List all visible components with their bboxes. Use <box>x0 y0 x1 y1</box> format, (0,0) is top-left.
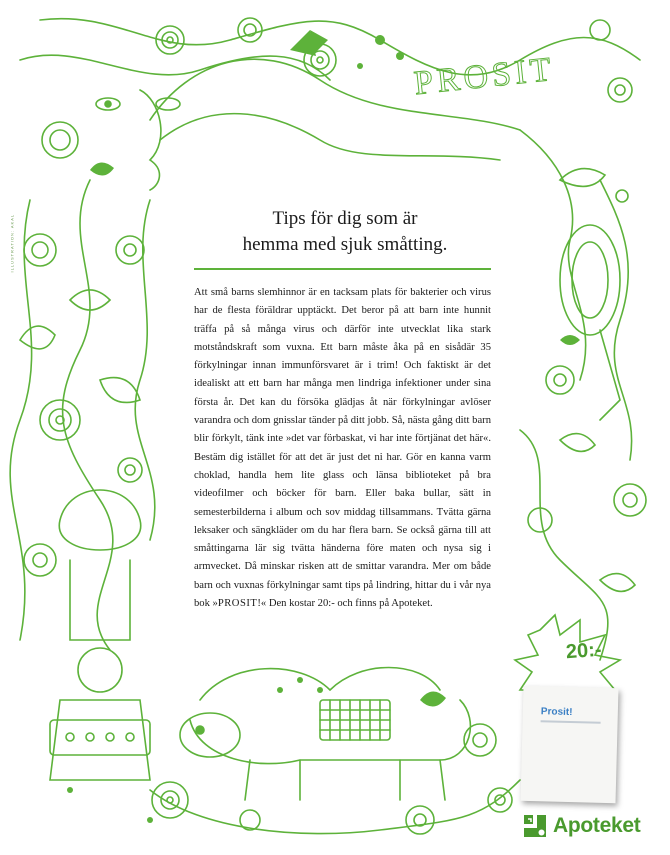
book-name-inline: PROSIT <box>217 598 258 610</box>
body-text-part-2: !« Den kostar 20:- och finns på Apoteket. <box>257 598 433 610</box>
book-cover <box>521 686 619 803</box>
headline-line-1: Tips för dig som är <box>272 208 418 229</box>
body-copy <box>194 284 491 613</box>
apoteket-logo <box>522 812 640 840</box>
headline-divider <box>194 268 491 270</box>
headline <box>190 206 500 258</box>
illustration-credit: ILLUSTRATION: AKAL <box>9 213 15 273</box>
body-text-part-1: Att små barns slemhinnor är en tacksam plats för bakterier och virus har de flesta föräldrar upptäckt. Det beror på att barn inte hunnit träffa på så många virus och därför inte utvecklat lika stark motståndskraft som vuxna. Ett barn måste åka på en sisådär 35 förkylningar innan immunförsvaret är i trim! Och faktiskt är det idealiskt att ett barn har många men lindriga infektioner under sina första år. Det kan du försöka glädjas åt när förkylningar avlöser varandra och dom gnisslar tänder på ditt jobb. Så, nästa gång ditt barn blir förkylt, tänk inte »det var förbaskat, vi har inte förtjänat det här«. Bestäm dig istället för att det är just det ni har. Gör en kanna varm choklad, handla hem lite glass och länsa biblioteket på bra videofilmer och böcker för barn. Eller baka bullar, sätt in semesterbilderna i album och sov middag tillsammans. Tvätta gärna leksaker och sängkläder om du har flera barn. Se också gärna till att småttingarna lär sig tvätta händerna före maten och nysa sig i armvecket. Då minskar risken att de smittar varandra. Mer om både barn och vuxnas förkylningar samt tips på lindring, hittar du i vår nya bok » <box>194 287 491 610</box>
apoteket-logo-icon <box>522 813 548 839</box>
body-paragraph <box>194 284 491 613</box>
prosit-illustrated-lettering: PROSIT <box>412 50 557 103</box>
book-cover-title: Prosit! <box>540 706 573 719</box>
book-cover-subtitle-line <box>541 720 601 724</box>
price-badge: 20:- <box>565 638 603 664</box>
apoteket-logo-text: Apoteket <box>553 814 641 837</box>
headline-line-2: hemma med sjuk småtting. <box>242 234 448 255</box>
